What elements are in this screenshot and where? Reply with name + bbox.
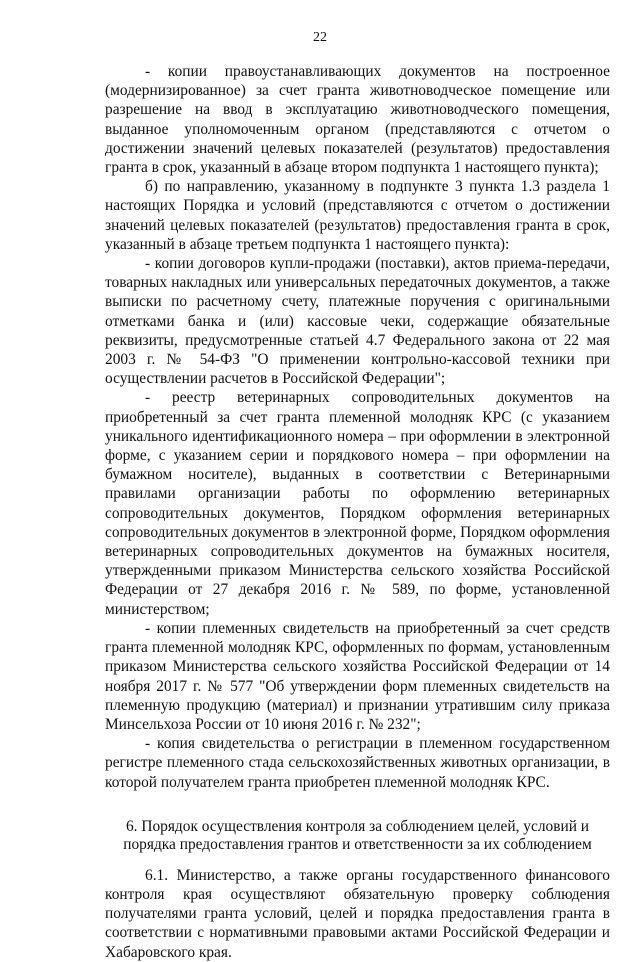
paragraph-b-direction: б) по направлению, указанному в подпункте 3 пункта 1.3 раздела 1 настоящих Порядка и условий (представляются с отчетом о достижении значений целевых показателей (результатов) предоставления гранта в срок, указанный в абзаце третьем подпункта 1 настоящего пункта): [105,178,610,253]
paragraph-veterinary-register: - реестр ветеринарных сопроводительных документов на приобретенный за счет гранта племенной молодняк КРС (с указанием уникального идентификационного номера – при оформлении в электронной форме, с указанием серии и порядкового номера – при оформлении на бумажном носителе), выданных в соответствии с Ветеринарными правилами организации работы по оформлению ветеринарных сопроводительных документов, Порядком оформления ветеринарных сопроводительных документов в электронной форме, Порядком оформления ветеринарных сопроводительных документов на бумажных носителя, утвержденными приказом Министерства сельского хозяйства Российской Федерации от 27 декабря 2016 г. № 589, по форме, установленной министерством; [105,389,610,618]
section-heading-line-2: порядка предоставления грантов и ответственности за их соблюдением [123,835,592,853]
paragraph-copies-of-contracts: - копии договоров купли-продажи (поставки), актов приема-передачи, товарных накладных или универсальных передаточных документов, а также выписки по расчетному счету, платежные поручения с оригинальными отметками банка и (или) кассовые чеки, содержащие обязательные реквизиты, предусмотренные статьей 4.7 Федерального закона от 22 мая 2003 г. № 54-ФЗ "О применении контрольно-кассовой техники при осуществлении расчетов в Российской Федерации"; [105,255,610,388]
page-number: 22 [313,30,327,45]
document-body [105,62,610,962]
paragraph-6-1: 6.1. Министерство, а также органы государственного финансового контроля края осуществляют обязательную проверку соблюдения получателями гранта условий, целей и порядка предоставления гранта в соответствии с нормативными правовыми актами Российской Федерации и Хабаровского края. [105,866,610,961]
section-heading-line-1: 6. Порядок осуществления контроля за соблюдением целей, условий и [125,817,590,835]
paragraph-copies-of-title-documents: - копии правоустанавливающих документов на построенное (модернизированное) за счет гранта животноводческое помещение или разрешение на ввод в эксплуатацию животноводческого помещения, выданное уполномоченным органом (представляются с отчетом о достижении значений целевых показателей (результатов) предоставления гранта в срок, указанный в абзаце втором подпункта 1 настоящего пункта); [105,63,610,177]
section-heading [105,818,610,854]
paragraph-registration-certificate: - копия свидетельства о регистрации в племенном государственном регистре племенного стада сельскохозяйственных животных организации, в которой получателем гранта приобретен племенной молодняк КРС. [105,735,610,791]
paragraph-breeding-certificates: - копии племенных свидетельств на приобретенный за счет средств гранта племенной молодняк КРС, оформленных по формам, установленным приказом Министерства сельского хозяйства Российской Федерации от 14 ноября 2017 г. № 577 "Об утверждении форм племенных свидетельств на племенную продукцию (материал) и признании утратившим силу приказа Минсельхоза России от 10 июня 2016 г. № 232"; [105,619,610,733]
